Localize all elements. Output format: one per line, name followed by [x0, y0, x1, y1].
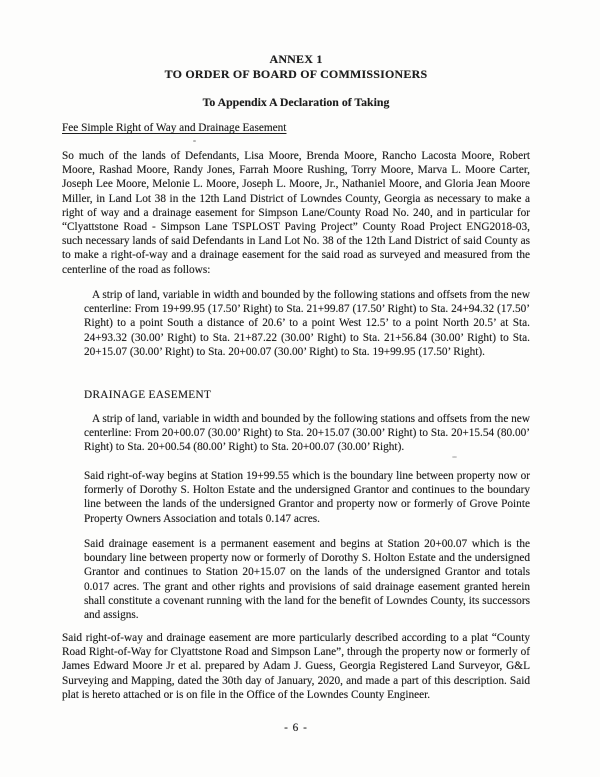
- page-number: - 6 -: [284, 722, 308, 734]
- scan-speck: [193, 140, 196, 142]
- paragraph-plat-reference: Said right-of-way and drainage easement are more particularly described according to a plat “County Road Right-of-Way for Clyattstone Road and Simpson Lane”, through the property now or formerly of James Edward Moore Jr et al. prepared by Adam J. Guess, Georgia Registered Land Surveyor, G&L Surveying and Mapping, dated the 30th day of January, 2020, and made a part of this description. Said plat is hereto attached or is on file in the Office of the Lowndes County Engineer.: [62, 632, 530, 701]
- section-heading-text: Fee Simple Right of Way and Drainage Easement: [62, 122, 287, 134]
- paragraph-intro: So much of the lands of Defendants, Lisa Moore, Brenda Moore, Rancho Lacosta Moore, Robert Moore, Rashad Moore, Randy Jones, Farrah Moore Rushing, Torry Moore, Marva L. Moore Carter, Joseph Lee Moore, Melonie L. Moore, Joseph L. Moore, Jr., Nathaniel Moore, and Gloria Jean Moore Miller, in Land Lot 38 in the 12th Land District of Lowndes County, Georgia as necessary to make a right of way and a drainage easement for Simpson Lane/County Road No. 240, and in particular for “Clyattstone Road - Simpson Lane TSPLOST Paving Project” County Road Project ENG2018-03, such necessary lands of said Defendants in Land Lot No. 38 of the 12th Land District of said County as to make a right-of-way and a drainage easement for the said road as surveyed and measured from the centerline of the road as follows:: [62, 150, 530, 276]
- section-heading-fee-simple: [62, 121, 530, 135]
- document-title: [62, 52, 530, 81]
- paragraph-drainage-strip: A strip of land, variable in width and bounded by the following stations and offsets from the new centerline: From 20+00.07 (30.00’ Right) to Sta. 20+15.07 (30.00’ Right) to Sta. 20+15.54 (80.00’ Right) to Sta. 20+00.54 (80.00’ Right) to Sta. 20+00.07 (30.00’ Right).: [84, 413, 530, 454]
- order-title-line: TO ORDER OF BOARD OF COMMISSIONERS: [164, 66, 428, 81]
- heading-drainage-easement: DRAINAGE EASEMENT: [84, 389, 212, 401]
- paragraph-right-of-way-strip: A strip of land, variable in width and bounded by the following stations and offsets from the new centerline: From 19+99.95 (17.50’ Right) to Sta. 21+99.87 (17.50’ Right) to Sta. 24+94.32 (17.50’ Right) to a point South a distance of 20.6’ to a point West 12.5’ to a point North 20.5’ at Sta. 24+93.32 (30.00’ Right) to Sta. 21+87.22 (30.00’ Right) to Sta. 21+56.84 (30.00’ Right) to Sta. 20+15.07 (30.00’ Right) to Sta. 20+00.07 (30.00’ Right) to Sta. 19+99.95 (17.50’ Right).: [84, 289, 530, 358]
- appendix-subtitle: To Appendix A Declaration of Taking: [202, 95, 390, 109]
- paragraph-drainage-easement-begins: Said drainage easement is a permanent easement and begins at Station 20+00.07 which is the boundary line between property now or formerly of Dorothy S. Holton Estate and the undersigned Grantor and continues to Station 20+15.07 on the lands of the undersigned Grantor and totals 0.017 acres. The grant and other rights and provisions of said drainage easement granted herein shall constitute a covenant running with the land for the benefit of Lowndes County, its successors and assigns.: [84, 538, 530, 622]
- paragraph-right-of-way-begins: Said right-of-way begins at Station 19+99.55 which is the boundary line between property now or formerly of Dorothy S. Holton Estate and the undersigned Grantor and continues to the boundary line between the lands of the undersigned Grantor and property now or formerly of Grove Pointe Property Owners Association and totals 0.147 acres.: [84, 470, 530, 525]
- scan-speck: [452, 456, 457, 458]
- annex-title-line: ANNEX 1: [269, 52, 323, 66]
